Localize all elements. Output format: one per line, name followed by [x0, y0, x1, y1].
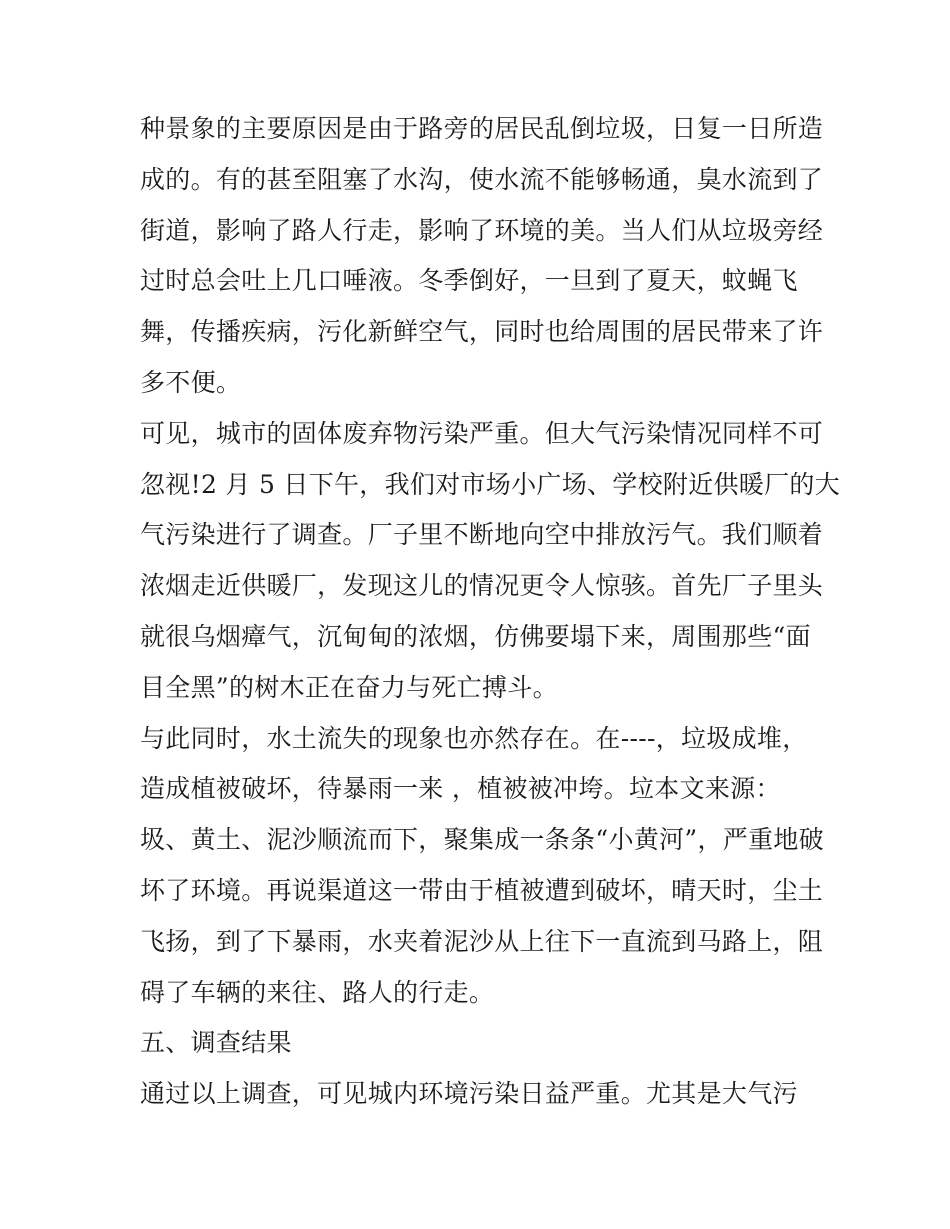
text-line-11: 就很乌烟瘴气，沉甸甸的浓烟，仿佛要塌下来，周围那些“面 [140, 621, 811, 651]
text-line-15: 圾、黄土、泥沙顺流而下，聚集成一条条“小黄河”，严重地破 [140, 825, 824, 855]
text-line-7: 可见，城市的固体废弃物污染严重。但大气污染情况同样不可 [140, 418, 824, 448]
text-line-8: 忽视!2 月 5 日下午，我们对市场小广场、学校附近供暖厂的大 [140, 469, 841, 499]
text-line-5: 舞，传播疾病，污化新鲜空气，同时也给周围的居民带来了许 [140, 317, 824, 347]
text-line-12: 目全黑”的树木正在奋力与死亡搏斗。 [140, 672, 558, 702]
text-line-4: 过时总会吐上几口唾液。冬季倒好，一旦到了夏天，蚊蝇飞 [140, 266, 798, 296]
document-body [140, 104, 841, 1120]
text-line-20: 通过以上调查，可见城内环境污染日益严重。尤其是大气污 [140, 1079, 798, 1109]
text-line-2: 成的。有的甚至阻塞了水沟，使水流不能够畅通，臭水流到了 [140, 164, 824, 194]
text-line-13: 与此同时，水土流失的现象也亦然存在。在----，垃圾成堆， [140, 723, 808, 753]
text-line-14: 造成植被破坏，待暴雨一来 ，植被被冲垮。垃本文来源： [140, 774, 781, 804]
text-line-6: 多不便。 [140, 367, 242, 397]
text-line-9: 气污染进行了调查。厂子里不断地向空中排放污气。我们顺着 [140, 520, 824, 550]
text-line-3: 街道，影响了路人行走，影响了环境的美。当人们从垃圾旁经 [140, 215, 824, 245]
text-line-17: 飞扬，到了下暴雨，水夹着泥沙从上往下一直流到马路上，阻 [140, 926, 824, 956]
section-heading: 五、调查结果 [140, 1028, 292, 1058]
text-line-1: 种景象的主要原因是由于路旁的居民乱倒垃圾，日复一日所造 [140, 114, 824, 143]
text-line-10: 浓烟走近供暖厂，发现这儿的情况更令人惊骇。首先厂子里头 [140, 571, 824, 601]
text-line-18: 碍了车辆的来往、路人的行走。 [140, 977, 495, 1007]
text-line-16: 坏了环境。再说渠道这一带由于植被遭到破坏，晴天时，尘土 [140, 875, 824, 905]
